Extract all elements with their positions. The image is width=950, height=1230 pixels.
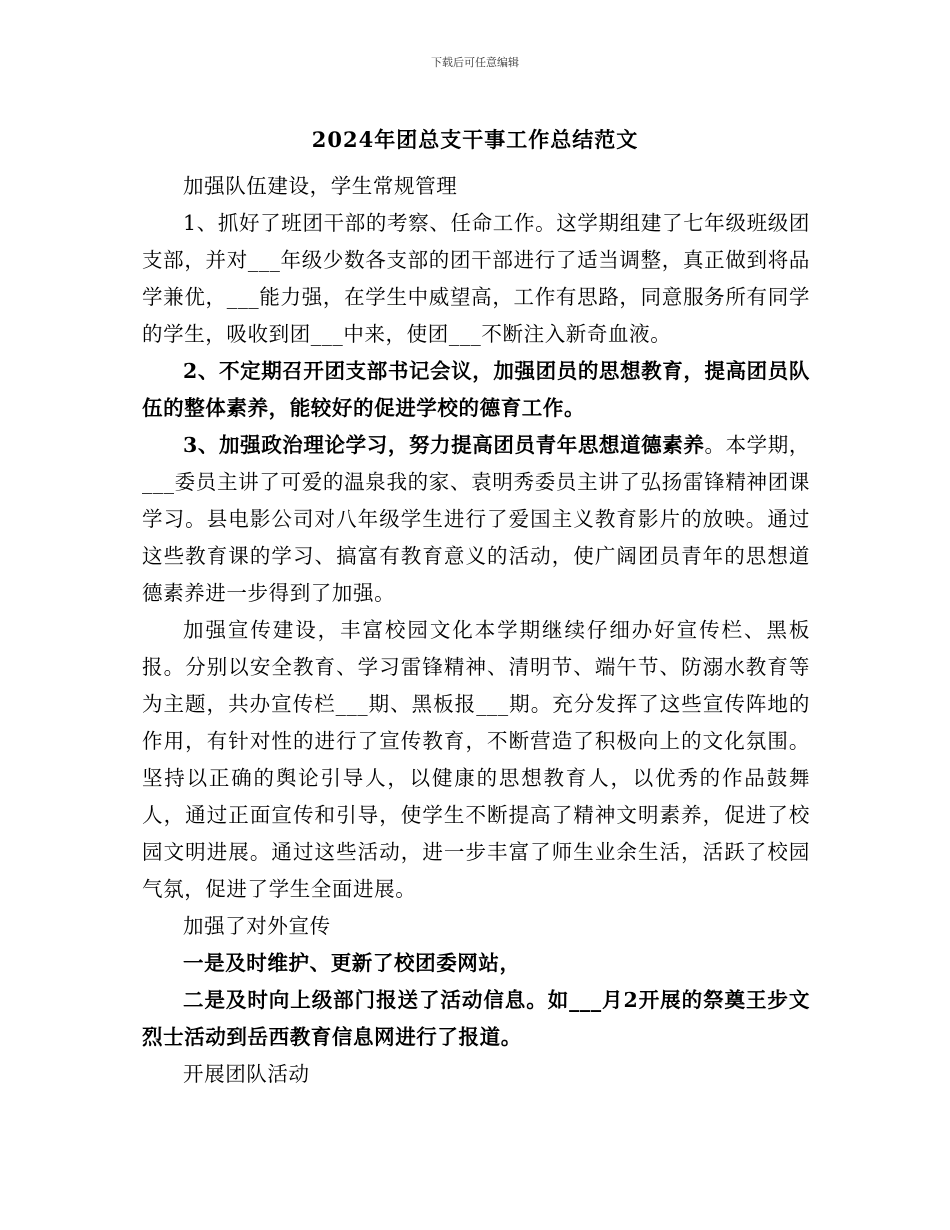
paragraph-cadre-appointment: 1、抓好了班团干部的考察、任命工作。这学期组建了七年级班级团支部，并对___年级少数各支部的团干部进行了适当调整，真正做到将品学兼优，___能力强，在学生中威望高，工作有思路，同意服务所有同学的学生，吸收到团___中来，使团___不断注入新奇血液。 xyxy=(142,211,810,346)
paragraph-website-update: 一是及时维护、更新了校团委网站， xyxy=(183,951,521,975)
section-heading-external-publicity: 加强了对外宣传 xyxy=(183,914,331,938)
paragraph-political-study xyxy=(142,427,810,612)
paragraph-political-study-lead: 3、加强政治理论学习，努力提高团员青年思想道德素养 xyxy=(183,433,705,457)
section-heading-team-activities: 开展团队活动 xyxy=(183,1062,310,1086)
header-note: 下载后可任意编辑 xyxy=(431,56,519,69)
document-body xyxy=(142,168,810,1093)
paragraph-activity-report: 二是及时向上级部门报送了活动信息。如___月2开展的祭奠王步文烈士活动到岳西教育信息网进行了报道。 xyxy=(142,988,810,1049)
paragraph-political-study-rest: 。本学期，___委员主讲了可爱的温泉我的家、袁明秀委员主讲了弘扬雷锋精神团课学习。县电影公司对八年级学生进行了爱国主义教育影片的放映。通过这些教育课的学习、搞富有教育意义的活动，使广阔团员青年的思想道德素养进一步得到了加强。 xyxy=(142,433,811,605)
paragraph-publicity-building: 加强宣传建设，丰富校园文化本学期继续仔细办好宣传栏、黑板报。分别以安全教育、学习雷锋精神、清明节、端午节、防溺水教育等为主题，共办宣传栏___期、黑板报___期。充分发挥了这些宣传阵地的作用，有针对性的进行了宣传教育，不断营造了积极向上的文化氛围。坚持以正确的舆论引导人，以健康的思想教育人，以优秀的作品鼓舞人，通过正面宣传和引导，使学生不断提高了精神文明素养，促进了校园文明进展。通过这些活动，进一步丰富了师生业余生活，活跃了校园气氛，促进了学生全面进展。 xyxy=(142,618,810,901)
paragraph-secretary-meetings: 2、不定期召开团支部书记会议，加强团员的思想教育，提高团员队伍的整体素养，能较好的促进学校的德育工作。 xyxy=(142,359,810,420)
section-heading-team-building: 加强队伍建设，学生常规管理 xyxy=(183,174,458,198)
document-title: 2024年团总支干事工作总结范文 xyxy=(311,127,639,152)
